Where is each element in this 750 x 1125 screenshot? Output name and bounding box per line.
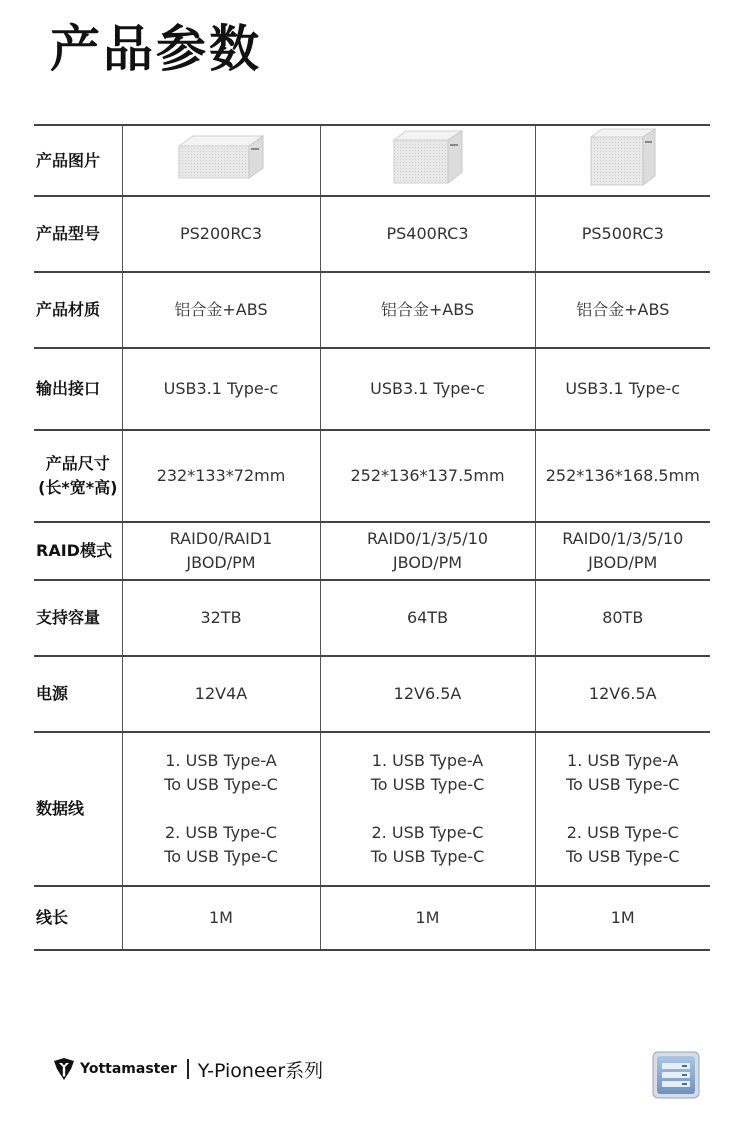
cable-cell [535, 732, 710, 886]
raid-line1: RAID0/1/3/5/10 [366, 529, 489, 548]
interface-cell: USB3.1 Type-c [535, 348, 710, 430]
table-row-power [34, 656, 710, 732]
interface-cell: USB3.1 Type-c [320, 348, 535, 430]
model-cell: PS500RC3 [535, 196, 710, 272]
series-name: Y-Pioneer系列 [197, 1059, 324, 1082]
table-row-material [34, 272, 710, 348]
raid-cell [535, 522, 710, 580]
cable1-line1: 1. USB Type-A [371, 751, 484, 770]
model-cell: PS400RC3 [320, 196, 535, 272]
cable-length-cell: 1M [535, 886, 710, 950]
row-header-size-line2: (长*宽*高) [38, 478, 118, 497]
raid-line2: JBOD/PM [392, 553, 463, 572]
product-enclosure-4bay-icon [390, 128, 466, 186]
page-title: 产品参数 [50, 20, 262, 78]
power-cell: 12V4A [122, 656, 320, 732]
row-header-capacity: 支持容量 [34, 580, 122, 656]
size-cell: 252*136*168.5mm [535, 430, 710, 522]
row-header-size-line1: 产品尺寸 [45, 454, 110, 473]
product-image-ps200 [122, 125, 320, 196]
table-row-raid [34, 522, 710, 580]
table-row-interface [34, 348, 710, 430]
cable2-line1: 2. USB Type-C [165, 823, 277, 842]
row-header-material: 产品材质 [34, 272, 122, 348]
cable1-line1: 1. USB Type-A [165, 751, 277, 770]
raid-line1: RAID0/1/3/5/10 [562, 529, 684, 548]
product-enclosure-5bay-icon [587, 126, 659, 188]
cable2-line1: 2. USB Type-C [566, 823, 679, 842]
cable-cell [122, 732, 320, 886]
footer [52, 1054, 323, 1084]
power-cell: 12V6.5A [320, 656, 535, 732]
cable1-line2: To USB Type-C [565, 775, 680, 794]
capacity-cell: 64TB [320, 580, 535, 656]
size-cell: 252*136*137.5mm [320, 430, 535, 522]
raid-cell [320, 522, 535, 580]
product-image-ps400 [320, 125, 535, 196]
row-header-interface: 输出接口 [34, 348, 122, 430]
size-cell: 232*133*72mm [122, 430, 320, 522]
spec-table [34, 124, 710, 951]
raid-line2: JBOD/PM [588, 553, 658, 572]
cable2-line2: To USB Type-C [565, 847, 680, 866]
cable1-line1: 1. USB Type-A [567, 751, 679, 770]
table-row-cable-length [34, 886, 710, 950]
product-image-ps500 [535, 125, 710, 196]
table-row-model [34, 196, 710, 272]
row-header-power: 电源 [34, 656, 122, 732]
cable2-line2: To USB Type-C [370, 847, 485, 866]
material-cell: 铝合金+ABS [122, 272, 320, 348]
model-cell: PS200RC3 [122, 196, 320, 272]
table-row-cable [34, 732, 710, 886]
table-row-image [34, 125, 710, 196]
raid-line2: JBOD/PM [186, 553, 256, 572]
row-header-size [34, 430, 122, 522]
row-header-model: 产品型号 [34, 196, 122, 272]
cable2-line2: To USB Type-C [164, 847, 278, 866]
raid-line1: RAID0/RAID1 [169, 529, 273, 548]
cable2-line1: 2. USB Type-C [371, 823, 484, 842]
material-cell: 铝合金+ABS [535, 272, 710, 348]
cable1-line2: To USB Type-C [164, 775, 278, 794]
row-header-cable-length: 线长 [34, 886, 122, 950]
table-row-capacity [34, 580, 710, 656]
table-row-size [34, 430, 710, 522]
row-header-cable: 数据线 [34, 732, 122, 886]
divider [187, 1059, 189, 1079]
product-enclosure-2bay-icon [175, 132, 267, 182]
cable-cell [320, 732, 535, 886]
row-header-image: 产品图片 [34, 125, 122, 196]
cable-length-cell: 1M [122, 886, 320, 950]
drive-enclosure-icon [652, 1051, 700, 1099]
yottamaster-logo-icon [52, 1057, 76, 1081]
capacity-cell: 32TB [122, 580, 320, 656]
brand-name: Yottamaster [80, 1061, 177, 1077]
material-cell: 铝合金+ABS [320, 272, 535, 348]
cable-length-cell: 1M [320, 886, 535, 950]
interface-cell: USB3.1 Type-c [122, 348, 320, 430]
row-header-raid: RAID模式 [34, 522, 122, 580]
raid-cell [122, 522, 320, 580]
cable1-line2: To USB Type-C [370, 775, 485, 794]
capacity-cell: 80TB [535, 580, 710, 656]
power-cell: 12V6.5A [535, 656, 710, 732]
